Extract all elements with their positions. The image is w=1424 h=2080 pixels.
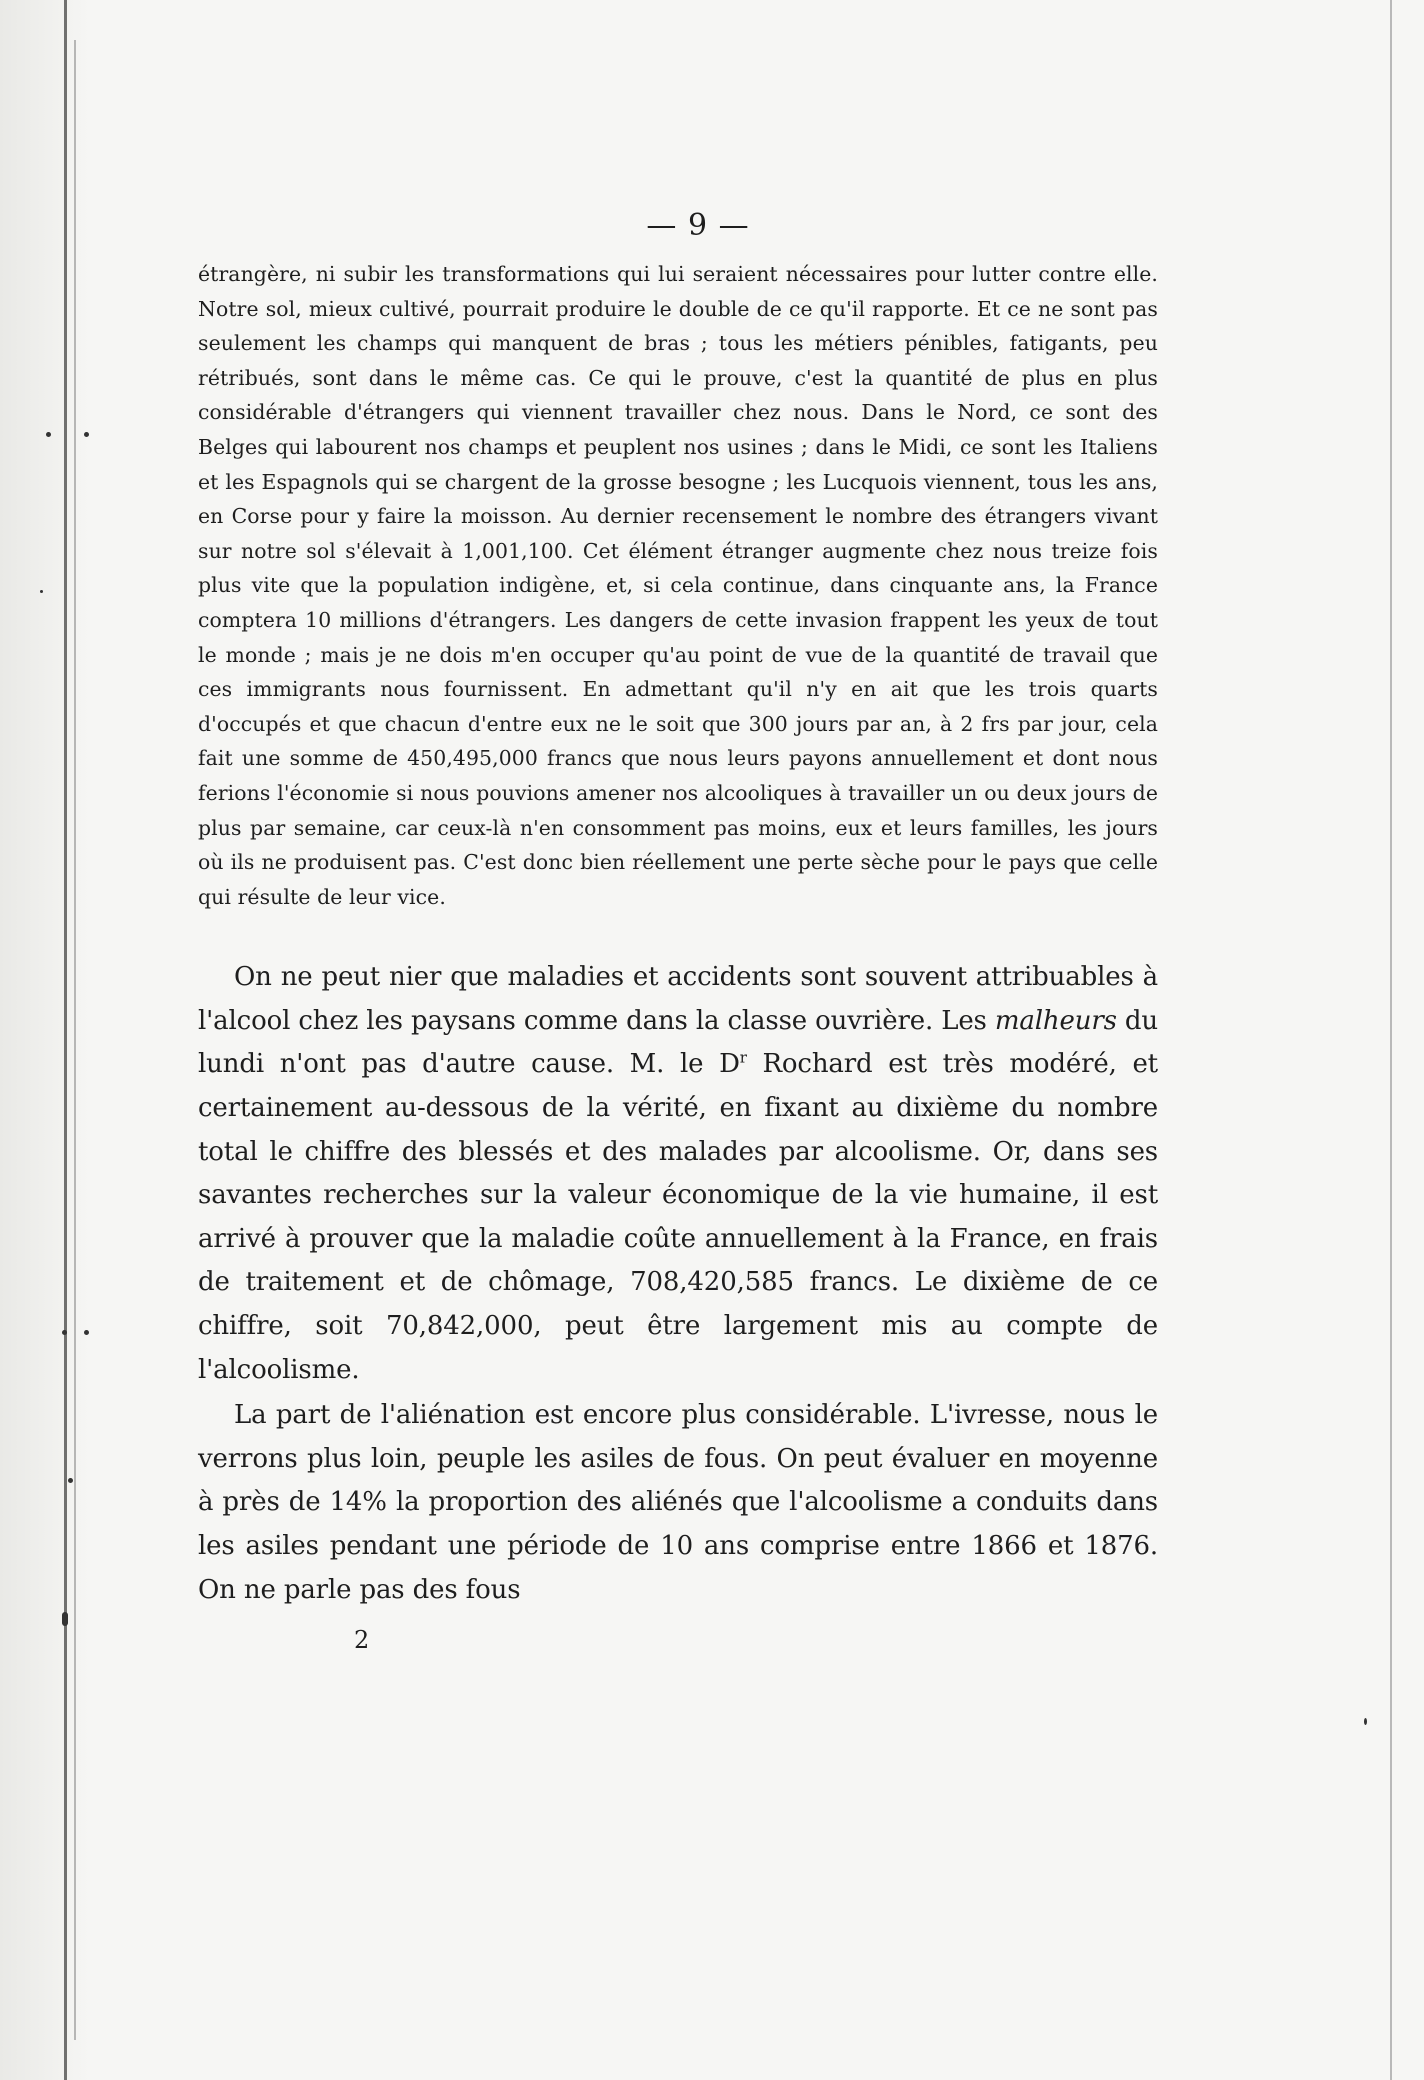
margin-speck (62, 1612, 68, 1626)
page-content (198, 208, 1158, 1654)
margin-speck (84, 432, 89, 437)
page-right-edge (1390, 0, 1392, 2080)
quoted-passage: étrangère, ni subir les transformations qui lui seraient nécessaires pour lutter contre elle. Notre sol, mieux cultivé, pourrait produire le double de ce qu'il rapporte. Et ce ne sont pas seulement les champs qui manquent de bras ; tous les métiers pénibles, fatigants, peu rétribués, sont dans le même cas. Ce qui le prouve, c'est la quantité de plus en plus considérable d'étrangers qui viennent travailler chez nous. Dans le Nord, ce sont des Belges qui labourent nos champs et peuplent nos usines ; dans le Midi, ce sont les Italiens et les Espagnols qui se chargent de la grosse besogne ; les Lucquois viennent, tous les ans, en Corse pour y faire la moisson. Au dernier recensement le nombre des étrangers vivant sur notre sol s'élevait à 1,001,100. Cet élément étranger augmente chez nous treize fois plus vite que la population indigène, et, si cela continue, dans cinquante ans, la France comptera 10 millions d'étrangers. Les dangers de cette invasion frappent les yeux de tout le monde ; mais je ne dois m'en occuper qu'au point de vue de la quantité de travail que ces immigrants nous fournissent. En admettant qu'il n'y en ait que les trois quarts d'occupés et que chacun d'entre eux ne le soit que 300 jours par an, à 2 frs par jour, cela fait une somme de 450,495,000 francs que nous leurs payons annuellement et dont nous ferions l'économie si nous pouvions amener nos alcooliques à travailler un ou deux jours de plus par semaine, car ceux-là n'en consomment pas moins, eux et leurs familles, les jours où ils ne produisent pas. C'est donc bien réellement une perte sèche pour le pays que celle qui résulte de leur vice. (198, 262, 1158, 909)
margin-speck (62, 1330, 67, 1335)
binding-line-secondary (74, 40, 76, 2040)
binding-line (64, 0, 67, 2080)
italic-word: malheurs (994, 1005, 1117, 1036)
margin-speck (1364, 1718, 1367, 1725)
paragraph-alienation: La part de l'aliénation est encore plus considérable. L'ivresse, nous le verrons plus loin, peuple les asiles de fous. On peut évaluer en moyenne à près de 14% la proportion des aliénés que l'alcoolisme a conduits dans les asiles pendant une période de 10 ans comprise entre 1866 et 1876. On ne parle pas des fous (198, 1400, 1158, 1605)
left-margin-shadow (0, 0, 90, 2080)
paragraph-text: On ne peut nier que maladies et accidents sont souvent attribuables à l'alcool chez les paysans comme dans la classe ouvrière. Les (198, 962, 1158, 1036)
margin-speck (46, 432, 51, 437)
signature-mark: 2 (354, 1626, 370, 1655)
paragraph-text: Rochard est très modéré, et certainement au-dessous de la vérité, en fixant au dixième du nombre total le chiffre des blessés et des malades par alcoolisme. Or, dans ses savantes recherches sur la valeur économique de la vie humaine, il est arrivé à prouver que la maladie coûte annuellement à la France, en frais de traitement et de chômage, 708,420,585 francs. Le dixième de ce chiffre, soit 70,842,000, peut être largement mis au compte de l'alcoolisme. (198, 1049, 1158, 1385)
paragraph-text: du lundi n'ont pas d'autre cause. M. le D (198, 1005, 1159, 1080)
margin-speck (40, 590, 43, 593)
margin-speck (84, 1330, 89, 1335)
page-number: — 9 — (646, 208, 750, 243)
paragraph-illness (198, 956, 1158, 1392)
margin-speck (68, 1478, 73, 1483)
superscript: r (739, 1048, 747, 1067)
